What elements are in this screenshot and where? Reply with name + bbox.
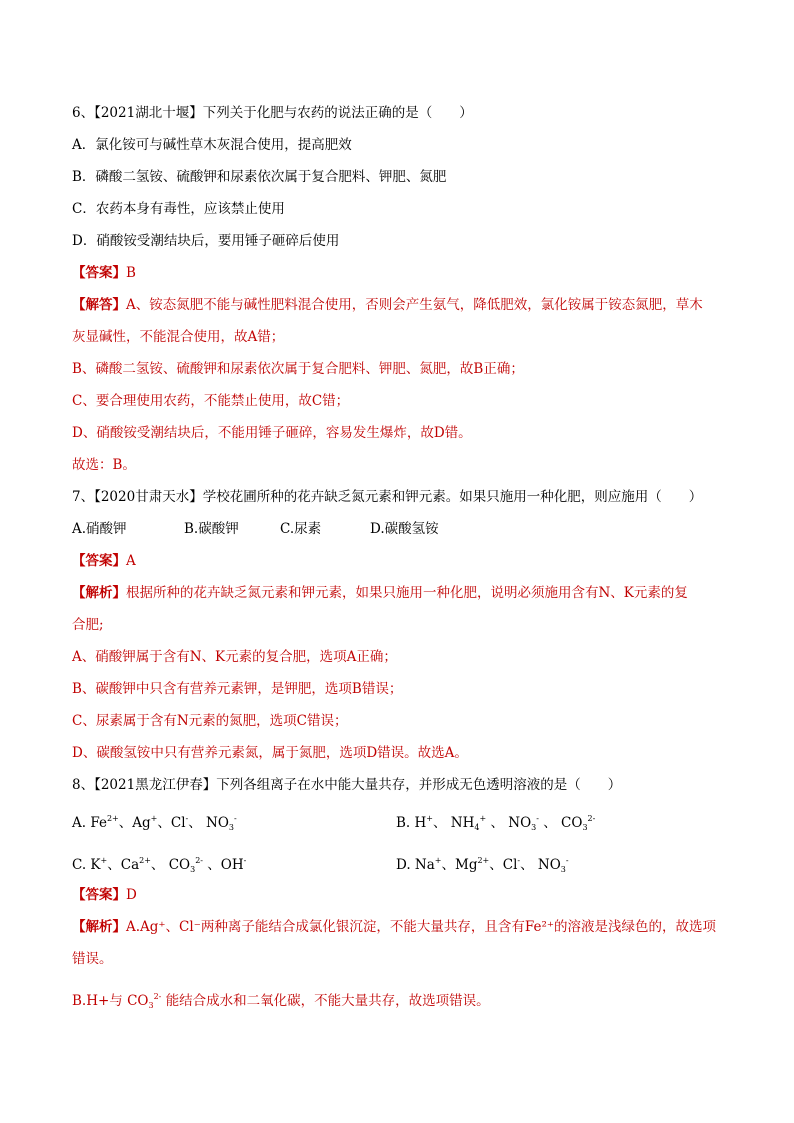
option-label: D. — [396, 857, 411, 873]
q8-explanation-2: 错误。 — [72, 951, 113, 967]
q8-stem: 8、【2021黑龙江伊春】下列各组离子在水中能大量共存，并形成无色透明溶液的是（ ） — [72, 777, 622, 793]
q6-option-d: D．硝酸铵受潮结块后，要用锤子砸碎后使用 — [72, 233, 340, 249]
q6-explanation-6: 故选：B。 — [72, 457, 136, 473]
q7-explanation-1 — [72, 584, 734, 602]
option-label: A. — [72, 815, 87, 831]
q7-option-b: B.碳酸钾 — [184, 521, 239, 537]
q8-option-d: D. Na+、$Mg^{2+}$、Cl-、 $NO_3^-$ — [396, 856, 569, 874]
explanation-tag: 【解答】 — [72, 297, 126, 313]
explanation-text: 能结合成水和二氧化碳，不能大量共存，故选项错误。 — [165, 993, 490, 1009]
q8-explanation-3: B.H+与 $CO_3^{2-}$ 能结合成水和二氧化碳，不能大量共存，故选项错误。 — [72, 992, 490, 1010]
q6-explanation-1 — [72, 296, 734, 314]
q7-explanation-4: B、碳酸钾中只含有营养元素钾，是钾肥，选项B错误； — [72, 681, 403, 697]
q6-explanation-2: 灰显碱性，不能混合使用，故A错； — [72, 329, 285, 345]
q7-explanation-3: A、硝酸钾属于含有N、K元素的复合肥，选项A正确； — [72, 649, 397, 665]
answer-value: A — [126, 553, 136, 569]
answer-tag: 【答案】 — [72, 265, 126, 281]
answer-value: D — [126, 887, 137, 903]
option-label: B. — [396, 815, 411, 831]
q6-option-b: B．磷酸二氢铵、硫酸钾和尿素依次属于复合肥料、钾肥、氮肥 — [72, 169, 447, 185]
q7-explanation-2: 合肥; — [72, 617, 104, 633]
q8-option-b: B. H+、 $NH_4^+$ 、 $NO_3^-$ 、 $CO_3^{2-}$ — [396, 814, 596, 832]
explanation-text: A、铵态氮肥不能与碱性肥料混合使用，否则会产生氨气，降低肥效，氯化铵属于铵态氮肥，草木 — [126, 297, 703, 313]
q8-option-a: A. $Fe^{2+}$、Ag+、Cl-、 $NO_3^-$ — [72, 814, 237, 832]
q6-option-c: C．农药本身有毒性，应该禁止使用 — [72, 201, 285, 217]
q6-stem: 6、【2021湖北十堰】下列关于化肥与农药的说法正确的是（ ） — [72, 105, 473, 121]
q7-stem: 7、【2020甘肃天水】学校花圃所种的花卉缺乏氮元素和钾元素。如果只施用一种化肥，则应施用（ ） — [72, 489, 703, 505]
answer-tag: 【答案】 — [72, 887, 126, 903]
q7-option-c: C.尿素 — [280, 521, 322, 537]
q7-explanation-5: C、尿素属于含有N元素的氮肥，选项C错误； — [72, 713, 348, 729]
q7-option-d: D.碳酸氢铵 — [370, 521, 439, 537]
explanation-text: A.Ag⁺、Cl⁻两种离子能结合成氯化银沉淀，不能大量共存，且含有Fe²⁺的溶液是浅绿色的，故选项 — [126, 919, 716, 935]
q7-answer — [72, 552, 734, 570]
answer-tag: 【答案】 — [72, 553, 126, 569]
q8-answer — [72, 886, 734, 904]
explanation-text: 根据所种的花卉缺乏氮元素和钾元素，如果只施用一种化肥，说明必须施用含有N、K元素的复 — [126, 585, 688, 601]
explanation-text: B.H+与 — [72, 993, 123, 1009]
q6-answer — [72, 264, 734, 282]
q7-option-a: A.硝酸钾 — [72, 521, 127, 537]
q6-explanation-3: B、磷酸二氢铵、硫酸钾和尿素依次属于复合肥料、钾肥、氮肥，故B正确； — [72, 361, 524, 377]
q8-explanation-1 — [72, 918, 734, 936]
q6-explanation-5: D、硝酸铵受潮结块后，不能用锤子砸碎，容易发生爆炸，故D错。 — [72, 425, 472, 441]
q8-option-c: C. K+、$Ca^{2+}$、 $CO_3^{2-}$ 、OH- — [72, 856, 247, 874]
option-label: C. — [72, 857, 87, 873]
q6-option-a: A．氯化铵可与碱性草木灰混合使用，提高肥效 — [72, 137, 352, 153]
answer-value: B — [126, 265, 136, 281]
q6-explanation-4: C、要合理使用农药，不能禁止使用，故C错； — [72, 393, 350, 409]
q7-explanation-6: D、碳酸氢铵中只有营养元素氮，属于氮肥，选项D错误。故选A。 — [72, 745, 468, 761]
explanation-tag: 【解析】 — [72, 585, 126, 601]
explanation-tag: 【解析】 — [72, 919, 126, 935]
